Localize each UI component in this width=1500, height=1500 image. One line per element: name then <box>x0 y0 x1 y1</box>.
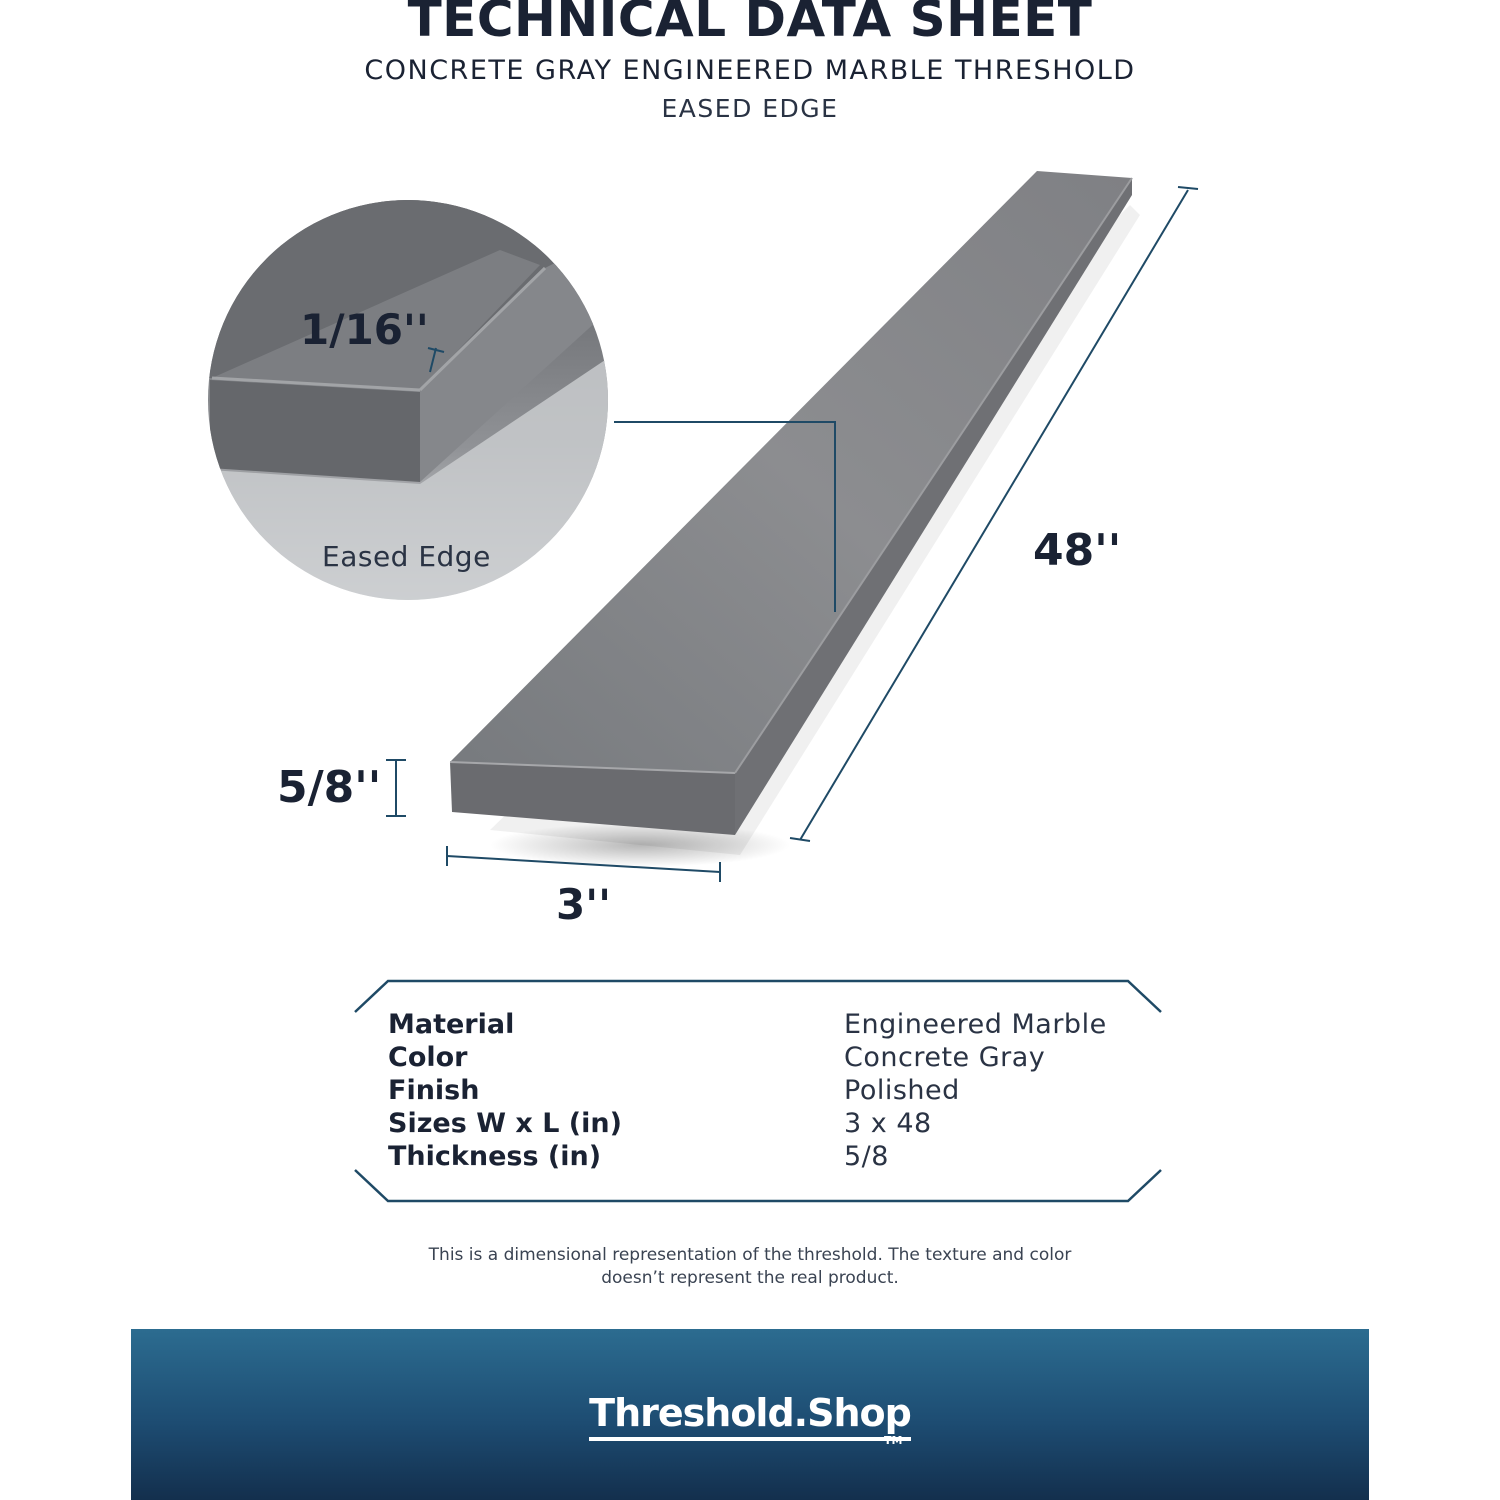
spec-label: Material <box>388 1009 515 1040</box>
brand-logo <box>131 1391 1369 1435</box>
disclaimer-line: doesn’t represent the real product. <box>601 1268 899 1288</box>
spec-row <box>388 1074 1168 1107</box>
edge-type-label: EASED EDGE <box>661 94 839 123</box>
page-title: TECHNICAL DATA SHEET <box>407 0 1093 48</box>
spec-value: Polished <box>844 1075 960 1106</box>
spec-row <box>388 1008 1168 1041</box>
spec-row <box>388 1041 1168 1074</box>
spec-value: 3 x 48 <box>844 1108 932 1139</box>
spec-box-frame-bottom <box>355 1170 1161 1201</box>
disclaimer <box>0 1244 1500 1290</box>
spec-label: Thickness (in) <box>388 1141 602 1172</box>
thickness-dimension-label: 5/8'' <box>277 762 382 813</box>
spec-row <box>388 1107 1168 1140</box>
spec-label: Sizes W x L (in) <box>388 1108 622 1139</box>
edge-dimension-label: 1/16'' <box>300 305 429 354</box>
length-dimension-label: 48'' <box>1033 525 1122 576</box>
spec-value: Concrete Gray <box>844 1042 1046 1073</box>
brand-logo-text: Threshold.Shop <box>589 1391 911 1441</box>
spec-value: Engineered Marble <box>844 1009 1107 1040</box>
spec-label: Finish <box>388 1075 480 1106</box>
footer-banner <box>131 1329 1369 1500</box>
spec-label: Color <box>388 1042 468 1073</box>
disclaimer-line: This is a dimensional representation of the threshold. The texture and color <box>428 1245 1072 1265</box>
width-dimension-label: 3'' <box>556 880 611 929</box>
spec-value: 5/8 <box>844 1141 889 1172</box>
zoom-caption: Eased Edge <box>322 540 491 573</box>
spec-table <box>388 1008 1168 1173</box>
product-subtitle: CONCRETE GRAY ENGINEERED MARBLE THRESHOLD <box>364 55 1136 86</box>
spec-row <box>388 1140 1168 1173</box>
trademark-mark: TM <box>884 1434 903 1447</box>
